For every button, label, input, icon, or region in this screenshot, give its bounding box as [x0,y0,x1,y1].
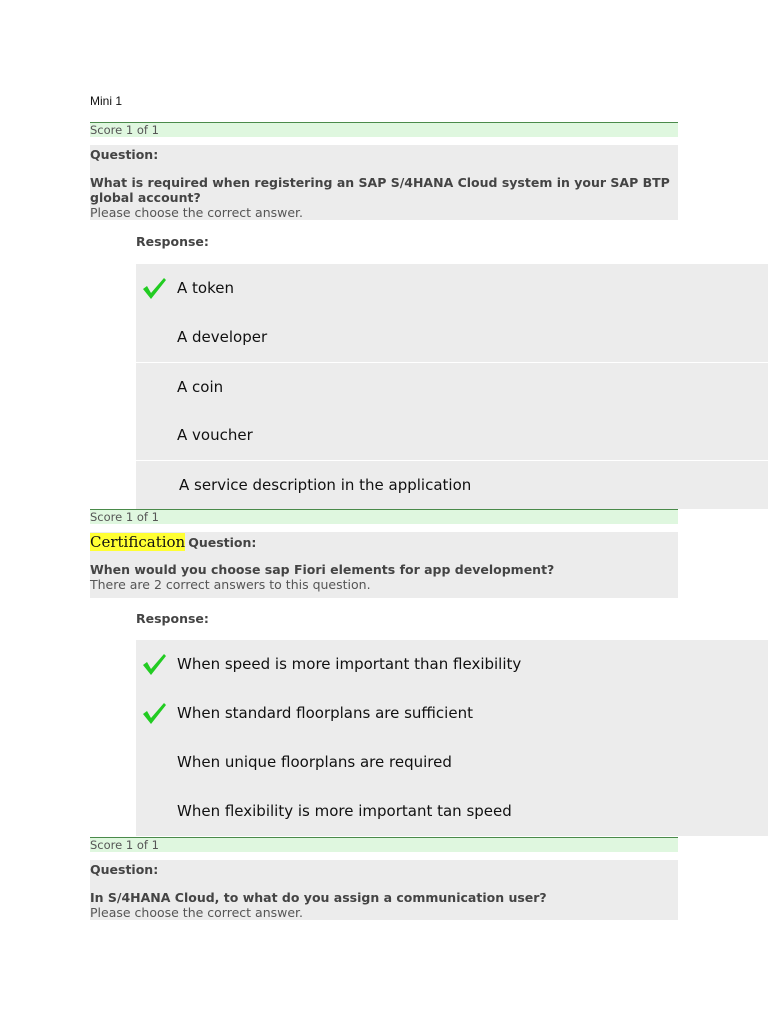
answer-list [136,264,768,509]
answer-label: A developer [177,328,268,346]
certification-tag: Certification [90,533,186,551]
answer-option [136,640,768,689]
question-text: What is required when registering an SAP S/4HANA Cloud system in your SAP BTP global account? [90,175,670,205]
answer-option [136,264,768,313]
question-hint: There are 2 correct answers to this question. [90,577,371,592]
document-title: Mini 1 [90,94,123,108]
checkmark-icon [141,275,167,301]
answer-option [136,787,768,836]
question-hint: Please choose the correct answer. [90,205,304,220]
checkmark-icon [141,700,167,726]
score-bar: Score 1 of 1 [90,837,678,852]
answer-label: A coin [177,378,224,396]
checkmark-icon [141,651,167,677]
question-box [90,532,678,598]
answer-label: A token [177,279,234,297]
question-box [90,860,678,920]
answer-list [136,640,768,836]
response-label: Response: [136,234,209,249]
question-box [90,145,678,220]
question-text: When would you choose sap Fiori elements for app development? [90,562,555,577]
score-bar: Score 1 of 1 [90,509,678,524]
question-heading: Question: [90,147,159,162]
score-bar: Score 1 of 1 [90,122,678,137]
answer-option [136,738,768,787]
answer-label: A voucher [177,426,253,444]
answer-option [136,689,768,738]
answer-label: A service description in the application [179,476,472,494]
answer-option [136,313,768,362]
question-text: In S/4HANA Cloud, to what do you assign a communication user? [90,890,547,905]
answer-label: When unique floorplans are required [177,753,452,771]
question-heading: Question: [90,862,159,877]
answer-label: When speed is more important than flexibility [177,655,522,673]
question-heading-row [90,534,678,556]
question-hint: Please choose the correct answer. [90,905,304,920]
question-heading: Question: [188,535,257,550]
response-label: Response: [136,611,209,626]
answer-label: When standard floorplans are sufficient [177,704,473,722]
answer-option [136,411,768,460]
answer-label: When flexibility is more important tan speed [177,802,512,820]
answer-option [136,460,768,509]
answer-option [136,362,768,411]
